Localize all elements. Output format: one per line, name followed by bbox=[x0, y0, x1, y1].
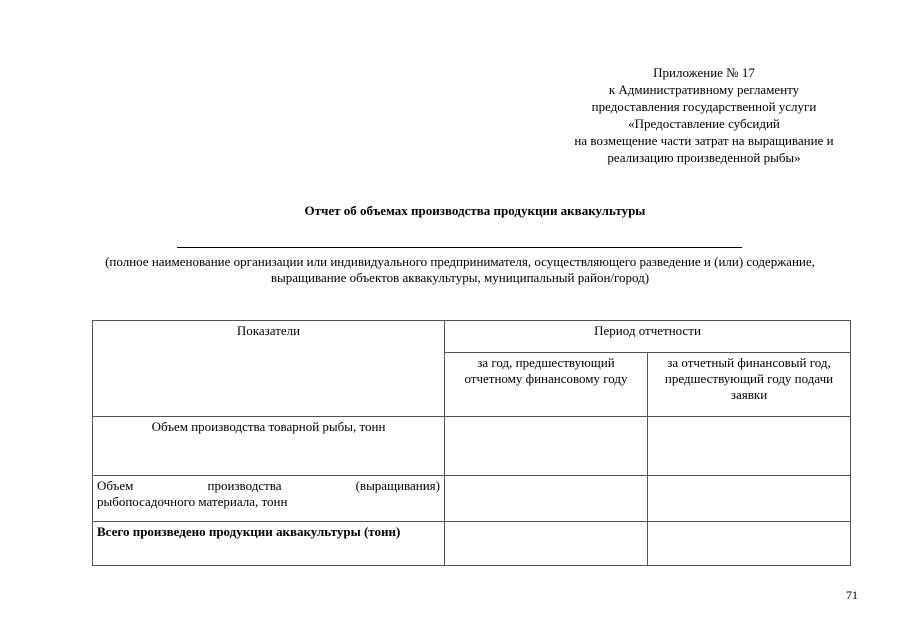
header-indicators: Показатели bbox=[93, 321, 445, 417]
appendix-line: к Административному регламенту bbox=[608, 82, 800, 97]
caption-line-1: (полное наименование организации или индивидуального предпринимателя, осуществляющего разведение и (или) содержание, bbox=[105, 254, 815, 269]
caption-line-2: выращивание объектов аквакультуры, муниципальный район/город) bbox=[270, 270, 650, 285]
row-label-total: Всего произведено продукции аквакультуры (тонн) bbox=[93, 522, 445, 566]
appendix-line: «Предоставление субсидий bbox=[628, 116, 780, 131]
cell-report-year bbox=[648, 522, 851, 566]
appendix-line: предоставления государственной услуги bbox=[591, 99, 817, 114]
table-row bbox=[93, 476, 851, 522]
table-row bbox=[93, 522, 851, 566]
appendix-line: Приложение № 17 bbox=[653, 65, 755, 80]
cell-prev-year bbox=[445, 476, 648, 522]
subheader-report-year: за отчетный финансовый год, предшествующий году подачи заявки bbox=[648, 353, 851, 417]
cell-report-year bbox=[648, 417, 851, 476]
row-label-fry-material bbox=[93, 476, 445, 522]
report-title: Отчет об объемах производства продукции аквакультуры bbox=[304, 203, 646, 218]
cell-prev-year bbox=[445, 522, 648, 566]
cell-report-year bbox=[648, 476, 851, 522]
appendix-header bbox=[548, 64, 860, 166]
row-label-commercial-fish: Объем производства товарной рыбы, тонн bbox=[93, 417, 445, 476]
page-number: 71 bbox=[846, 588, 858, 602]
cell-prev-year bbox=[445, 417, 648, 476]
table-row bbox=[93, 417, 851, 476]
table-header-row bbox=[93, 321, 851, 353]
appendix-line: реализацию произведенной рыбы» bbox=[607, 150, 801, 165]
appendix-line: на возмещение части затрат на выращивание и bbox=[574, 133, 834, 148]
row-label-line-2: рыбопосадочного материала, тонн bbox=[97, 494, 288, 509]
report-table bbox=[92, 320, 851, 566]
organization-caption bbox=[80, 254, 840, 286]
organization-name-line bbox=[177, 247, 742, 248]
subheader-prev-year: за год, предшествующий отчетному финансовому году bbox=[445, 353, 648, 417]
header-period: Период отчетности bbox=[445, 321, 851, 353]
row-label-line-1: Объем производства (выращивания) bbox=[97, 478, 440, 493]
